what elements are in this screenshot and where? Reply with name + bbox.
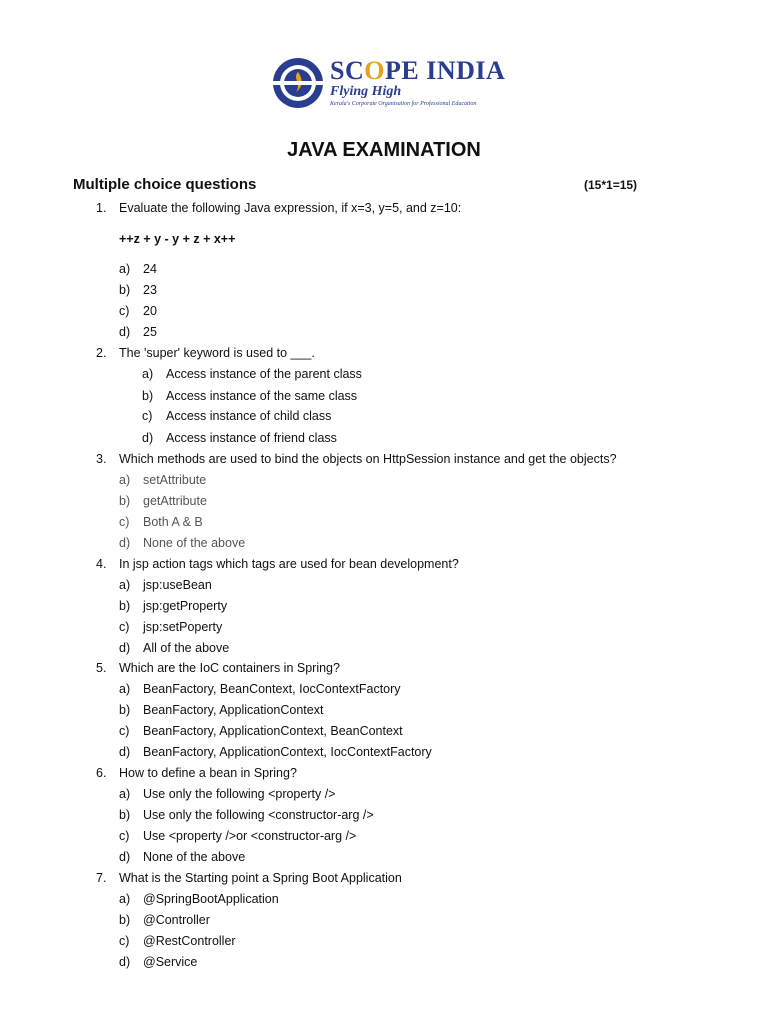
option-label: d): [119, 955, 131, 969]
option-text: Access instance of the same class: [166, 389, 358, 403]
option-text: @Controller: [143, 913, 210, 927]
option-text: BeanFactory, ApplicationContext, BeanContext: [143, 724, 403, 738]
brand-tagline: Flying High: [330, 84, 402, 99]
option-text: @SpringBootApplication: [143, 892, 279, 906]
question-number: 6.: [96, 766, 107, 780]
question-text: Which are the IoC containers in Spring?: [119, 661, 340, 675]
option-label: c): [119, 724, 130, 738]
option-label: b): [119, 913, 131, 927]
option-text: Use <property />or <constructor-arg />: [143, 829, 357, 843]
option-label: b): [142, 389, 154, 403]
option-label: c): [142, 409, 153, 423]
option-label: b): [119, 599, 131, 613]
section-marks: (15*1=15): [584, 178, 638, 192]
brand-subtagline: Kerala's Corporate Organisation for Professional Education: [330, 101, 477, 107]
option-label: d): [119, 641, 131, 655]
option-label: d): [119, 536, 131, 550]
option-text: BeanFactory, ApplicationContext, IocContextFactory: [143, 745, 432, 759]
option-label: d): [119, 745, 131, 759]
option-label: a): [119, 892, 131, 906]
option-text: getAttribute: [143, 494, 207, 508]
option-text: 25: [143, 325, 157, 339]
option-label: d): [119, 850, 131, 864]
question-number: 2.: [96, 346, 107, 360]
question-number: 1.: [96, 201, 107, 215]
logo-emblem-icon: [270, 48, 326, 110]
option-label: b): [119, 703, 131, 717]
option-text: jsp:getProperty: [143, 599, 228, 613]
option-label: a): [119, 787, 131, 801]
option-text: BeanFactory, BeanContext, IocContextFactory: [143, 682, 401, 696]
option-text: jsp:useBean: [143, 578, 212, 592]
question-text: How to define a bean in Spring?: [119, 766, 297, 780]
question-text: Which methods are used to bind the objects on HttpSession instance and get the objects?: [119, 452, 617, 466]
option-label: a): [119, 682, 131, 696]
scope-india-logo: [270, 48, 505, 114]
option-label: c): [119, 304, 130, 318]
option-text: None of the above: [143, 536, 246, 550]
option-text: BeanFactory, ApplicationContext: [143, 703, 324, 717]
question-text: What is the Starting point a Spring Boot Application: [119, 871, 402, 885]
option-text: None of the above: [143, 850, 246, 864]
option-label: d): [142, 431, 154, 445]
option-label: b): [119, 808, 131, 822]
option-text: Use only the following <constructor-arg />: [143, 808, 374, 822]
option-text: 23: [143, 283, 157, 297]
option-text: 20: [143, 304, 157, 318]
option-label: a): [119, 262, 131, 276]
option-label: d): [119, 325, 131, 339]
section-heading: Multiple choice questions: [73, 176, 257, 193]
question-number: 7.: [96, 871, 107, 885]
question-text: The 'super' keyword is used to ___.: [119, 346, 315, 360]
option-label: b): [119, 494, 131, 508]
option-label: a): [119, 578, 131, 592]
option-text: Access instance of friend class: [166, 431, 337, 445]
option-text: jsp:setPoperty: [143, 620, 223, 634]
question-number: 3.: [96, 452, 107, 466]
question-number: 5.: [96, 661, 107, 675]
option-label: c): [119, 829, 130, 843]
code-expression: ++z + y - y + z + x++: [119, 232, 236, 246]
option-label: b): [119, 283, 131, 297]
option-text: setAttribute: [143, 473, 207, 487]
option-label: c): [119, 515, 130, 529]
page-title: JAVA EXAMINATION: [287, 139, 481, 161]
option-label: a): [142, 367, 154, 381]
option-label: a): [119, 473, 131, 487]
option-label: c): [119, 934, 130, 948]
option-text: 24: [143, 262, 157, 276]
option-text: All of the above: [143, 641, 230, 655]
option-label: c): [119, 620, 130, 634]
question-text: In jsp action tags which tags are used for bean development?: [119, 557, 459, 571]
question-number: 4.: [96, 557, 107, 571]
option-text: Access instance of child class: [166, 409, 332, 423]
question-text: Evaluate the following Java expression, if x=3, y=5, and z=10:: [119, 201, 462, 215]
option-text: Use only the following <property />: [143, 787, 336, 801]
brand-name: SCOPE INDIA: [330, 56, 506, 85]
option-text: Access instance of the parent class: [166, 367, 362, 381]
option-text: Both A & B: [143, 515, 203, 529]
option-text: @Service: [143, 955, 198, 969]
option-text: @RestController: [143, 934, 236, 948]
